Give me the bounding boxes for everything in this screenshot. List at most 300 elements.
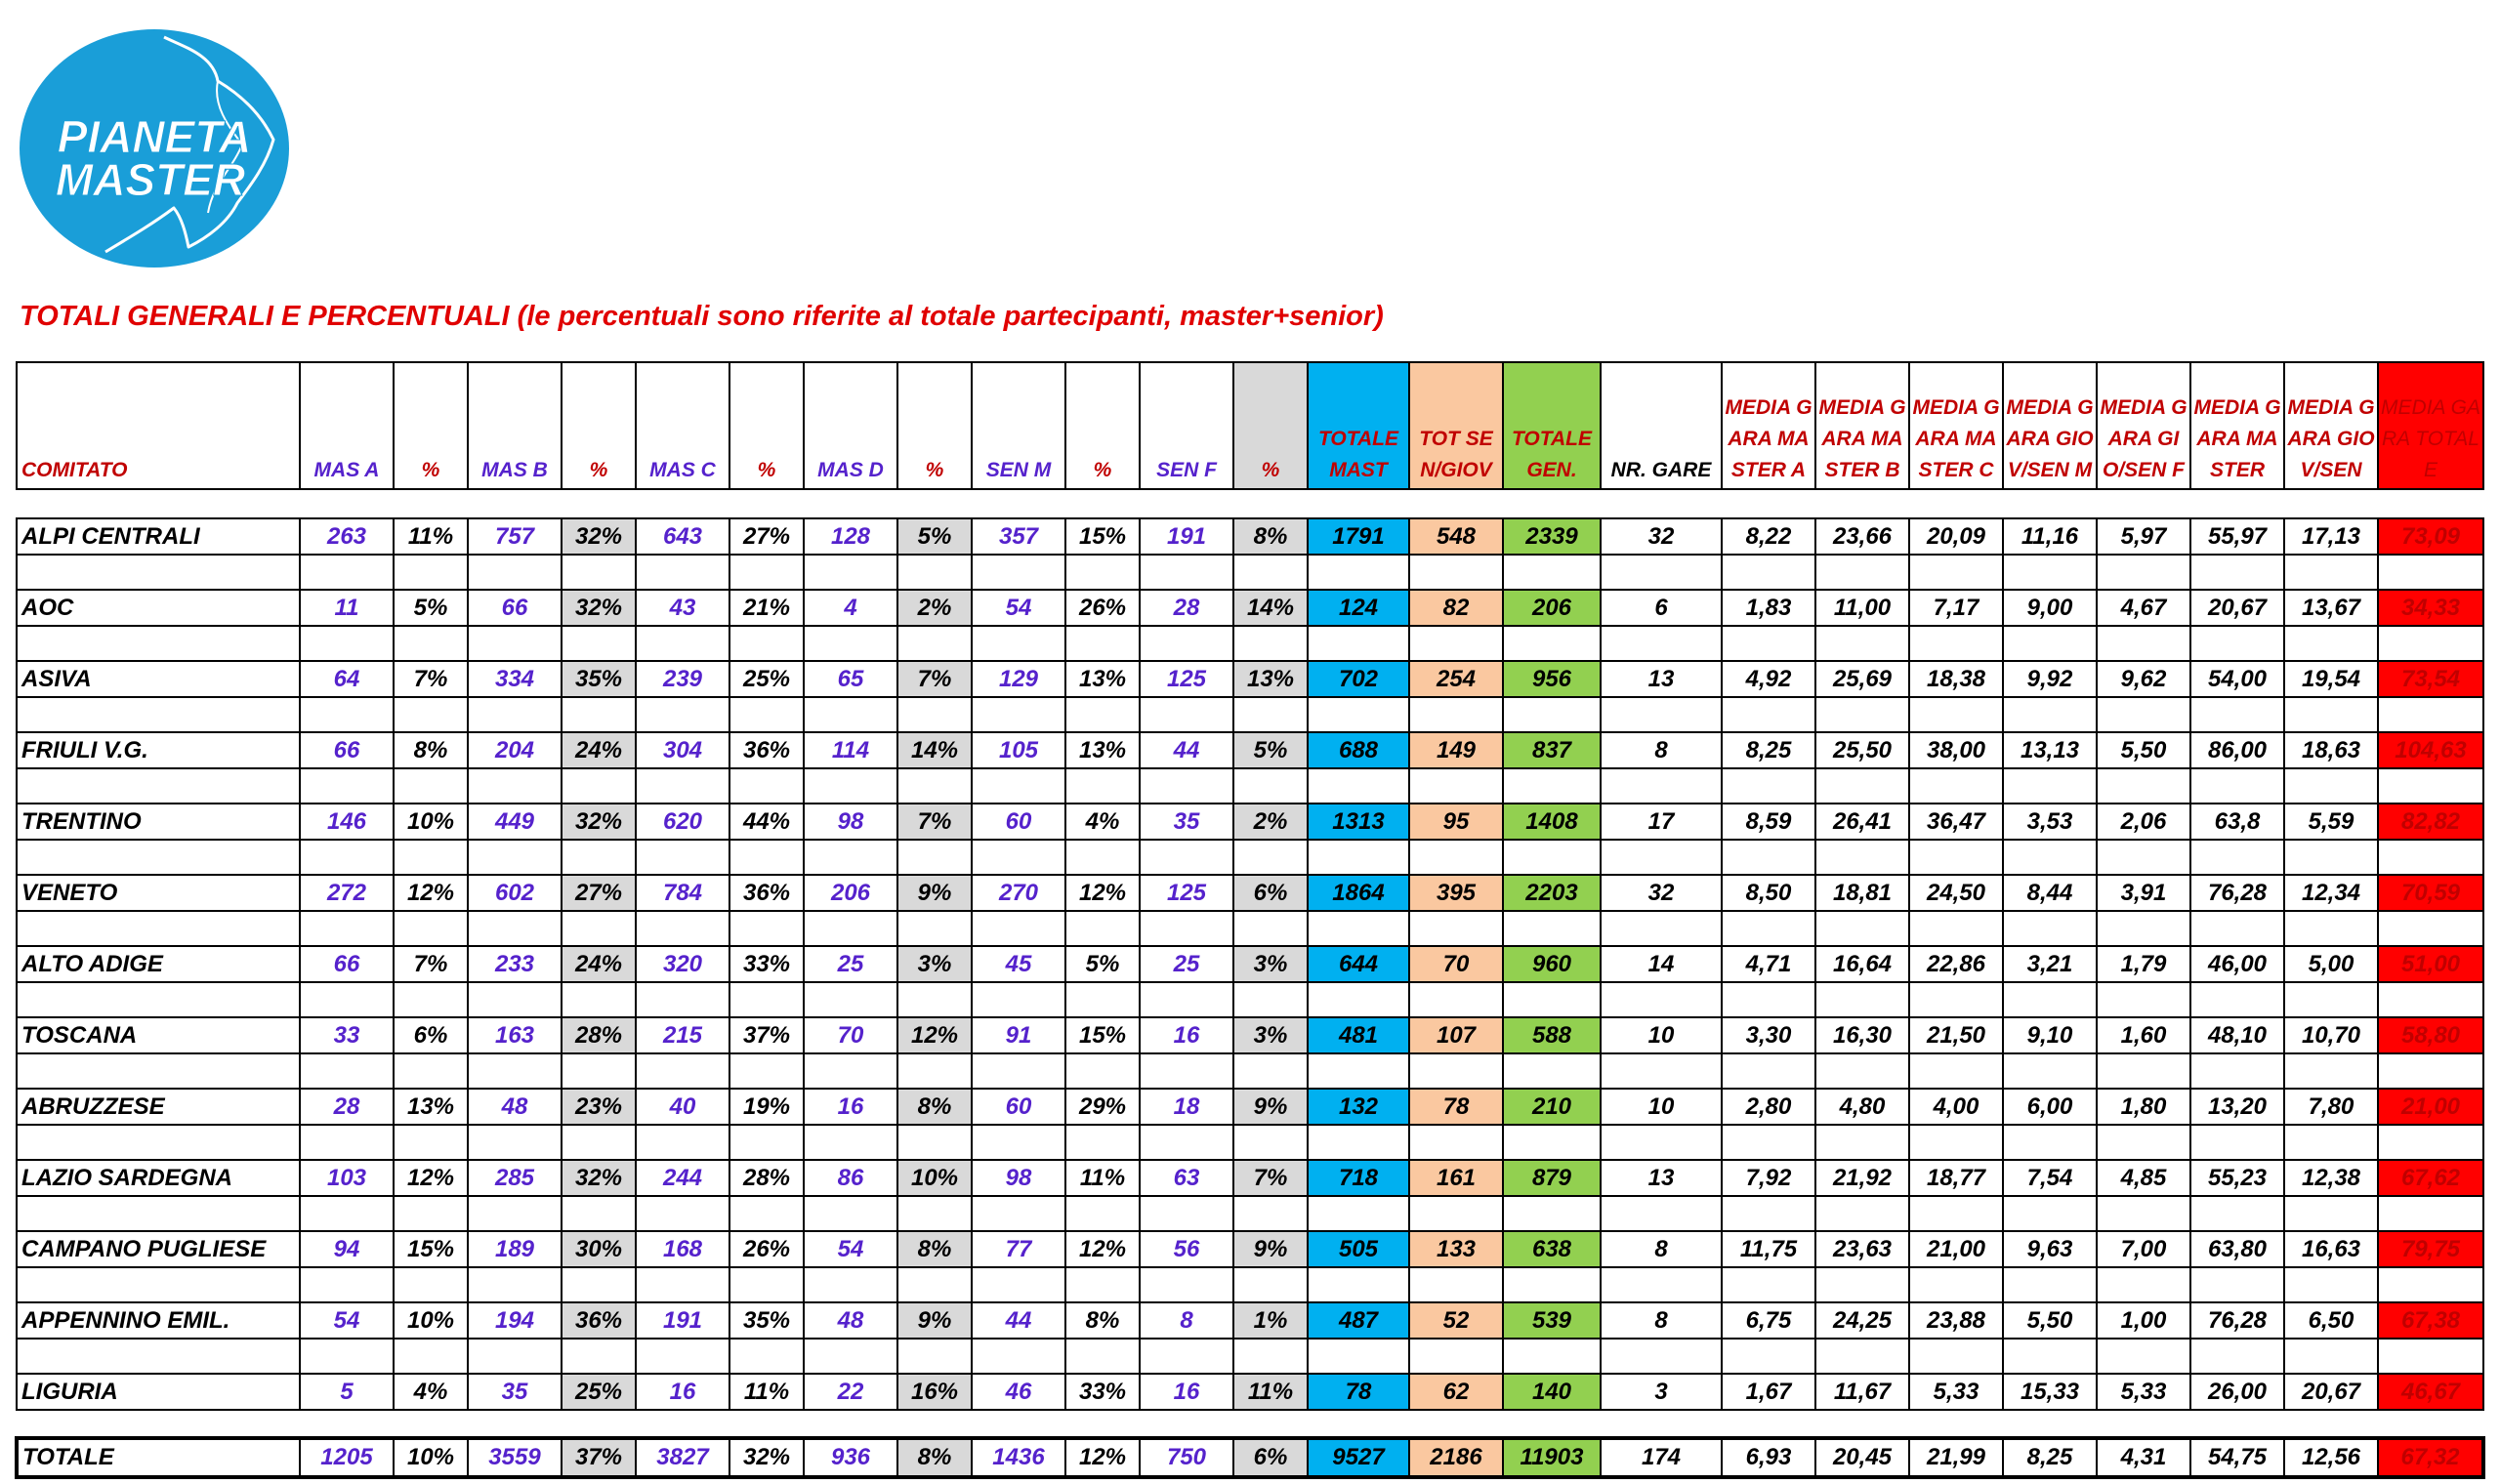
column-header: NR. GARE	[1601, 362, 1722, 489]
table-cell: 1436	[972, 1438, 1065, 1477]
table-cell: 9%	[897, 875, 972, 911]
table-cell: 334	[468, 661, 562, 697]
table-cell: VENETO	[17, 875, 300, 911]
table-cell: 9,92	[2003, 661, 2097, 697]
spacer-cell	[729, 840, 804, 875]
table-cell: 20,09	[1909, 518, 2003, 555]
spacer-cell	[2378, 1339, 2483, 1374]
table-cell: 48	[804, 1302, 897, 1339]
table-cell: 750	[1140, 1438, 1233, 1477]
table-cell: 35	[468, 1374, 562, 1410]
spacer-cell	[1503, 1410, 1601, 1438]
table-cell: 13	[1601, 1160, 1722, 1196]
spacer-row	[17, 1410, 2483, 1438]
table-cell: 1864	[1308, 875, 1409, 911]
spacer-row	[17, 1339, 2483, 1374]
table-cell: 4,85	[2097, 1160, 2190, 1196]
table-cell: 8	[1601, 732, 1722, 768]
table-cell: 86,00	[2190, 732, 2284, 768]
spacer-cell	[1065, 911, 1140, 946]
spacer-cell	[1722, 1267, 1815, 1302]
table-cell: 54	[300, 1302, 394, 1339]
table-cell: 16	[636, 1374, 729, 1410]
table-cell: 60	[972, 1089, 1065, 1125]
table-cell: 3,53	[2003, 804, 2097, 840]
table-cell: 24%	[562, 732, 636, 768]
table-cell: 6	[1601, 590, 1722, 626]
table-cell: 22,86	[1909, 946, 2003, 982]
spacer-cell	[562, 1410, 636, 1438]
table-cell: 23%	[562, 1089, 636, 1125]
spacer-cell	[897, 626, 972, 661]
table-cell: 1,00	[2097, 1302, 2190, 1339]
spacer-cell	[1503, 982, 1601, 1017]
table-cell: 33%	[1065, 1374, 1140, 1410]
spacer-cell	[1233, 1125, 1308, 1160]
table-cell: 125	[1140, 875, 1233, 911]
spacer-cell	[1722, 1053, 1815, 1089]
table-cell: LAZIO SARDEGNA	[17, 1160, 300, 1196]
spacer-cell	[1909, 489, 2003, 518]
table-cell: 13%	[1233, 661, 1308, 697]
table-cell: 189	[468, 1231, 562, 1267]
table-cell: 7%	[897, 804, 972, 840]
table-cell: 133	[1409, 1231, 1503, 1267]
table-cell: 23,63	[1815, 1231, 1909, 1267]
spacer-cell	[1065, 840, 1140, 875]
spacer-cell	[2097, 1339, 2190, 1374]
spacer-cell	[17, 1267, 300, 1302]
table-cell: 10%	[394, 1438, 468, 1477]
table-row	[17, 1374, 2483, 1410]
table-cell: 67,62	[2378, 1160, 2483, 1196]
table-cell: 37%	[729, 1017, 804, 1053]
table-cell: 168	[636, 1231, 729, 1267]
spacer-cell	[2190, 489, 2284, 518]
spacer-cell	[1065, 1410, 1140, 1438]
spacer-cell	[972, 1267, 1065, 1302]
spacer-cell	[1308, 1196, 1409, 1231]
table-cell: 12%	[1065, 1438, 1140, 1477]
table-cell: 24,50	[1909, 875, 2003, 911]
spacer-cell	[300, 1339, 394, 1374]
table-cell: 206	[804, 875, 897, 911]
table-cell: 8%	[394, 732, 468, 768]
spacer-cell	[2003, 697, 2097, 732]
column-header: SEN F	[1140, 362, 1233, 489]
spacer-cell	[972, 840, 1065, 875]
table-cell: 2,80	[1722, 1089, 1815, 1125]
table-cell: 124	[1308, 590, 1409, 626]
spacer-cell	[1601, 840, 1722, 875]
spacer-cell	[897, 1125, 972, 1160]
table-cell: 5%	[1065, 946, 1140, 982]
spacer-cell	[2378, 626, 2483, 661]
spacer-cell	[1503, 489, 1601, 518]
spacer-cell	[468, 697, 562, 732]
table-cell: 146	[300, 804, 394, 840]
spacer-cell	[468, 840, 562, 875]
spacer-cell	[1233, 697, 1308, 732]
spacer-cell	[2003, 555, 2097, 590]
table-cell: 1205	[300, 1438, 394, 1477]
spacer-cell	[1503, 840, 1601, 875]
table-cell: 8,44	[2003, 875, 2097, 911]
spacer-cell	[1722, 1339, 1815, 1374]
table-cell: 23,88	[1909, 1302, 2003, 1339]
spacer-cell	[2284, 768, 2378, 804]
spacer-cell	[1308, 555, 1409, 590]
table-row	[17, 875, 2483, 911]
spacer-cell	[1601, 555, 1722, 590]
spacer-cell	[1909, 697, 2003, 732]
table-cell: 21%	[729, 590, 804, 626]
spacer-cell	[17, 555, 300, 590]
spacer-cell	[2003, 1267, 2097, 1302]
column-header: MEDIA GARA MASTER C	[1909, 362, 2003, 489]
table-cell: 5,33	[2097, 1374, 2190, 1410]
table-cell: 6,50	[2284, 1302, 2378, 1339]
spacer-cell	[394, 840, 468, 875]
spacer-cell	[2190, 768, 2284, 804]
table-cell: 539	[1503, 1302, 1601, 1339]
table-cell: 56	[1140, 1231, 1233, 1267]
spacer-row	[17, 555, 2483, 590]
table-cell: 66	[468, 590, 562, 626]
table-cell: TOTALE	[17, 1438, 300, 1477]
table-cell: 548	[1409, 518, 1503, 555]
table-cell: 11,67	[1815, 1374, 1909, 1410]
table-cell: 5,00	[2284, 946, 2378, 982]
spacer-cell	[1233, 1196, 1308, 1231]
table-cell: 28%	[562, 1017, 636, 1053]
table-cell: 24%	[562, 946, 636, 982]
table-cell: 1,60	[2097, 1017, 2190, 1053]
spacer-cell	[804, 555, 897, 590]
table-cell: 64	[300, 661, 394, 697]
table-cell: 66	[300, 946, 394, 982]
table-cell: 13%	[1065, 732, 1140, 768]
table-cell: 2186	[1409, 1438, 1503, 1477]
spacer-cell	[17, 626, 300, 661]
table-cell: 3,30	[1722, 1017, 1815, 1053]
spacer-cell	[636, 555, 729, 590]
table-cell: 244	[636, 1160, 729, 1196]
spacer-cell	[897, 982, 972, 1017]
spacer-cell	[2097, 768, 2190, 804]
table-cell: 54,75	[2190, 1438, 2284, 1477]
spacer-cell	[897, 1410, 972, 1438]
spacer-cell	[636, 911, 729, 946]
table-cell: 33	[300, 1017, 394, 1053]
table-cell: 8,22	[1722, 518, 1815, 555]
table-cell: 9527	[1308, 1438, 1409, 1477]
spacer-cell	[1233, 1053, 1308, 1089]
spacer-cell	[562, 489, 636, 518]
table-cell: 7,80	[2284, 1089, 2378, 1125]
table-cell: 10%	[897, 1160, 972, 1196]
spacer-cell	[562, 911, 636, 946]
spacer-cell	[468, 1410, 562, 1438]
table-cell: 67,38	[2378, 1302, 2483, 1339]
spacer-cell	[1909, 1267, 2003, 1302]
spacer-cell	[1909, 555, 2003, 590]
spacer-cell	[804, 1196, 897, 1231]
table-cell: 9,10	[2003, 1017, 2097, 1053]
spacer-cell	[2190, 911, 2284, 946]
table-cell: 20,45	[1815, 1438, 1909, 1477]
table-cell: 2203	[1503, 875, 1601, 911]
spacer-cell	[1601, 1339, 1722, 1374]
spacer-cell	[636, 697, 729, 732]
table-cell: 86	[804, 1160, 897, 1196]
spacer-cell	[804, 1125, 897, 1160]
table-cell: 35	[1140, 804, 1233, 840]
spacer-cell	[1233, 982, 1308, 1017]
table-cell: 36%	[562, 1302, 636, 1339]
spacer-cell	[1140, 768, 1233, 804]
spacer-cell	[562, 1339, 636, 1374]
table-cell: 7,54	[2003, 1160, 2097, 1196]
table-cell: 9%	[1233, 1089, 1308, 1125]
spacer-cell	[2190, 626, 2284, 661]
spacer-cell	[1722, 840, 1815, 875]
column-header: MAS C	[636, 362, 729, 489]
table-cell: 15%	[1065, 518, 1140, 555]
spacer-cell	[1601, 1053, 1722, 1089]
spacer-row	[17, 1267, 2483, 1302]
spacer-cell	[2284, 1196, 2378, 1231]
spacer-cell	[2190, 1267, 2284, 1302]
spacer-cell	[300, 840, 394, 875]
spacer-cell	[1140, 982, 1233, 1017]
table-cell: 107	[1409, 1017, 1503, 1053]
column-header: TOTALE MAST	[1308, 362, 1409, 489]
table-cell: 32%	[562, 804, 636, 840]
spacer-cell	[394, 1196, 468, 1231]
table-cell: 3%	[897, 946, 972, 982]
spacer-cell	[468, 982, 562, 1017]
table-cell: 263	[300, 518, 394, 555]
table-cell: FRIULI V.G.	[17, 732, 300, 768]
table-cell: 21,00	[1909, 1231, 2003, 1267]
spacer-cell	[636, 768, 729, 804]
table-cell: 30%	[562, 1231, 636, 1267]
table-cell: 16	[1140, 1374, 1233, 1410]
spacer-cell	[562, 1196, 636, 1231]
spacer-cell	[729, 1125, 804, 1160]
spacer-cell	[1815, 1267, 1909, 1302]
table-cell: 12%	[394, 1160, 468, 1196]
total-row	[17, 1438, 2483, 1477]
spacer-cell	[1722, 1196, 1815, 1231]
table-cell: 63,8	[2190, 804, 2284, 840]
table-cell: 4,80	[1815, 1089, 1909, 1125]
table-row	[17, 946, 2483, 982]
table-cell: 54,00	[2190, 661, 2284, 697]
table-cell: APPENNINO EMIL.	[17, 1302, 300, 1339]
table-cell: 17,13	[2284, 518, 2378, 555]
spacer-cell	[2003, 840, 2097, 875]
table-cell: 32%	[729, 1438, 804, 1477]
table-cell: 784	[636, 875, 729, 911]
table-cell: 27%	[729, 518, 804, 555]
spacer-cell	[2097, 840, 2190, 875]
spacer-cell	[1503, 1125, 1601, 1160]
table-cell: 1408	[1503, 804, 1601, 840]
spacer-cell	[1815, 1125, 1909, 1160]
column-header: MAS A	[300, 362, 394, 489]
table-cell: 21,50	[1909, 1017, 2003, 1053]
table-cell: 76,28	[2190, 1302, 2284, 1339]
table-cell: 8,25	[1722, 732, 1815, 768]
table-cell: 60	[972, 804, 1065, 840]
spacer-cell	[2378, 555, 2483, 590]
spacer-cell	[2284, 1125, 2378, 1160]
spacer-row	[17, 1053, 2483, 1089]
spacer-cell	[2378, 1267, 2483, 1302]
spacer-row	[17, 489, 2483, 518]
spacer-cell	[1815, 911, 1909, 946]
spacer-cell	[300, 1053, 394, 1089]
spacer-cell	[804, 1053, 897, 1089]
spacer-cell	[562, 840, 636, 875]
table-cell: 395	[1409, 875, 1503, 911]
table-cell: 5%	[897, 518, 972, 555]
spacer-cell	[562, 626, 636, 661]
table-cell: 55,97	[2190, 518, 2284, 555]
spacer-cell	[1409, 1339, 1503, 1374]
spacer-cell	[1409, 697, 1503, 732]
spacer-cell	[2378, 911, 2483, 946]
spacer-cell	[1815, 982, 1909, 1017]
spacer-cell	[17, 697, 300, 732]
table-cell: 45	[972, 946, 1065, 982]
spacer-cell	[300, 1196, 394, 1231]
table-cell: 55,23	[2190, 1160, 2284, 1196]
table-cell: 11%	[1065, 1160, 1140, 1196]
spacer-cell	[1601, 697, 1722, 732]
spacer-cell	[636, 982, 729, 1017]
table-cell: 6,00	[2003, 1089, 2097, 1125]
spacer-cell	[1308, 1125, 1409, 1160]
table-cell: 7%	[1233, 1160, 1308, 1196]
table-row	[17, 1302, 2483, 1339]
table-cell: 320	[636, 946, 729, 982]
table-cell: 18,38	[1909, 661, 2003, 697]
table-cell: 7%	[394, 946, 468, 982]
spacer-cell	[1308, 982, 1409, 1017]
table-cell: 487	[1308, 1302, 1409, 1339]
table-cell: 128	[804, 518, 897, 555]
table-cell: 191	[636, 1302, 729, 1339]
spacer-cell	[897, 697, 972, 732]
table-cell: 688	[1308, 732, 1409, 768]
spacer-cell	[394, 1267, 468, 1302]
spacer-cell	[394, 911, 468, 946]
table-cell: 8%	[1233, 518, 1308, 555]
table-cell: 20,67	[2284, 1374, 2378, 1410]
pianeta-master-logo	[18, 27, 291, 269]
table-cell: 35%	[729, 1302, 804, 1339]
table-cell: 13%	[1065, 661, 1140, 697]
table-cell: 956	[1503, 661, 1601, 697]
table-cell: 18,63	[2284, 732, 2378, 768]
table-cell: 70	[804, 1017, 897, 1053]
table-cell: 34,33	[2378, 590, 2483, 626]
spacer-cell	[1140, 840, 1233, 875]
table-cell: 174	[1601, 1438, 1722, 1477]
spacer-cell	[300, 489, 394, 518]
table-cell: 21,92	[1815, 1160, 1909, 1196]
spacer-cell	[2190, 840, 2284, 875]
spacer-cell	[1409, 911, 1503, 946]
table-cell: 5,50	[2003, 1302, 2097, 1339]
spacer-cell	[1601, 911, 1722, 946]
spacer-cell	[1409, 840, 1503, 875]
table-cell: 620	[636, 804, 729, 840]
table-cell: 29%	[1065, 1089, 1140, 1125]
table-cell: 5	[300, 1374, 394, 1410]
table-row	[17, 1017, 2483, 1053]
spacer-cell	[17, 840, 300, 875]
spacer-cell	[636, 626, 729, 661]
spacer-cell	[2190, 697, 2284, 732]
table-cell: 18,77	[1909, 1160, 2003, 1196]
table-cell: 25%	[729, 661, 804, 697]
spacer-cell	[1065, 1267, 1140, 1302]
spacer-cell	[972, 489, 1065, 518]
table-cell: 10	[1601, 1017, 1722, 1053]
table-cell: CAMPANO PUGLIESE	[17, 1231, 300, 1267]
table-cell: 505	[1308, 1231, 1409, 1267]
spacer-cell	[1503, 1053, 1601, 1089]
spacer-cell	[17, 982, 300, 1017]
table-cell: 11,16	[2003, 518, 2097, 555]
spacer-row	[17, 840, 2483, 875]
spacer-cell	[729, 489, 804, 518]
spacer-cell	[1909, 1339, 2003, 1374]
table-cell: 936	[804, 1438, 897, 1477]
spacer-cell	[468, 1267, 562, 1302]
spacer-cell	[562, 1125, 636, 1160]
table-cell: 48,10	[2190, 1017, 2284, 1053]
table-row	[17, 1089, 2483, 1125]
table-cell: 21,99	[1909, 1438, 2003, 1477]
spacer-cell	[2378, 982, 2483, 1017]
spacer-cell	[1722, 982, 1815, 1017]
table-cell: 4,71	[1722, 946, 1815, 982]
spacer-cell	[2003, 626, 2097, 661]
spacer-cell	[2003, 768, 2097, 804]
spacer-cell	[2003, 1339, 2097, 1374]
table-cell: 1,79	[2097, 946, 2190, 982]
spacer-cell	[729, 1267, 804, 1302]
table-cell: 481	[1308, 1017, 1409, 1053]
spacer-cell	[897, 555, 972, 590]
table-cell: 12%	[897, 1017, 972, 1053]
table-cell: 58,80	[2378, 1017, 2483, 1053]
spacer-cell	[1140, 1410, 1233, 1438]
spacer-cell	[2190, 1053, 2284, 1089]
spacer-cell	[1503, 1339, 1601, 1374]
spacer-cell	[394, 1053, 468, 1089]
spacer-cell	[562, 1053, 636, 1089]
table-cell: 98	[804, 804, 897, 840]
spacer-cell	[468, 626, 562, 661]
spacer-cell	[804, 982, 897, 1017]
table-cell: 16%	[897, 1374, 972, 1410]
